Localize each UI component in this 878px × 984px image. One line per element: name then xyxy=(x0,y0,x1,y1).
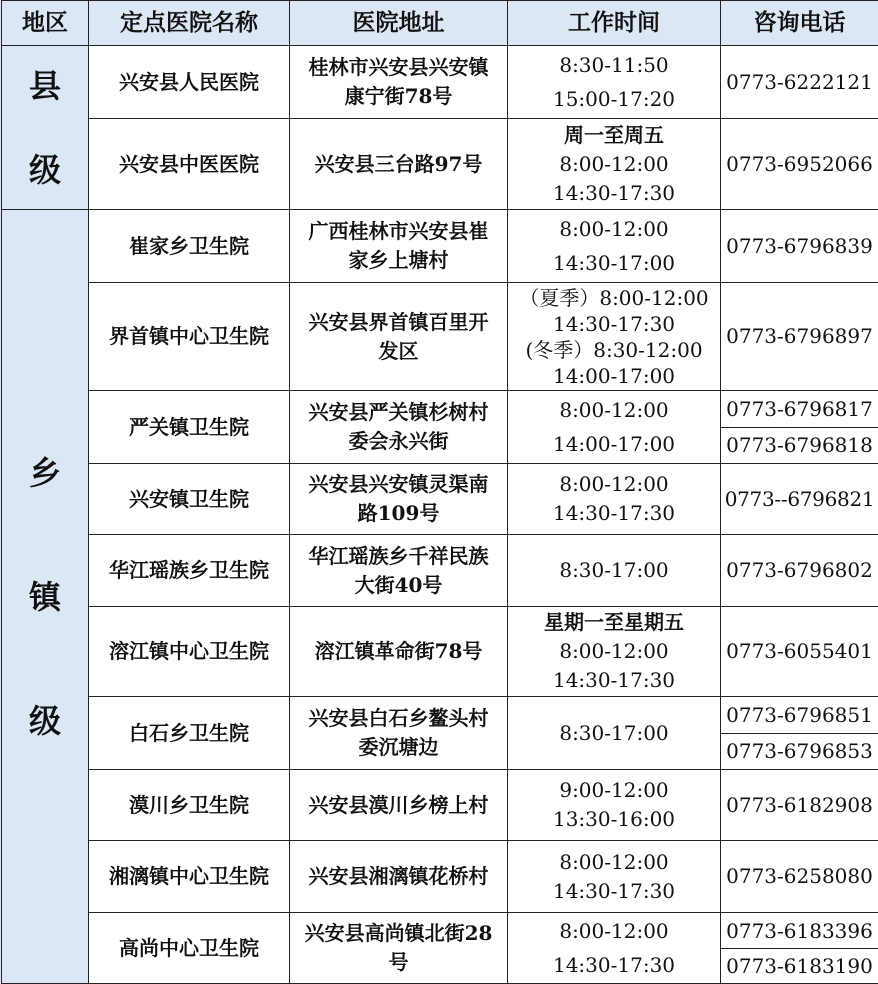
hospital-name: 界首镇中心卫生院 xyxy=(89,283,290,391)
table-row xyxy=(2,607,878,697)
hospital-address xyxy=(290,697,508,770)
hours-line: 8:30-17:00 xyxy=(512,556,716,585)
hospital-name: 高尚中心卫生院 xyxy=(89,913,290,984)
address-line: 号 xyxy=(294,948,503,977)
phone-number: 0773-6796817 xyxy=(721,392,878,427)
hours-line: 星期一至星期五 xyxy=(512,608,716,637)
phone-number: 0773-6183396 xyxy=(721,914,878,948)
header-working-hours: 工作时间 xyxy=(508,1,721,46)
address-line: 华江瑶族乡千祥民族 xyxy=(294,542,503,571)
address-line: 兴安县兴安镇灵渠南 xyxy=(294,470,503,499)
hospital-address xyxy=(290,391,508,464)
phone-number: 0773-6183190 xyxy=(721,948,878,983)
working-hours xyxy=(508,841,721,913)
phone-number: 0773-6055401 xyxy=(721,607,878,697)
working-hours xyxy=(508,46,721,119)
working-hours xyxy=(508,391,721,464)
address-line: 桂林市兴安县兴安镇 xyxy=(294,53,503,82)
hospital-address xyxy=(290,607,508,697)
hours-line: 8:00-12:00 xyxy=(512,914,716,948)
header-address: 医院地址 xyxy=(290,1,508,46)
hospital-name: 湘漓镇中心卫生院 xyxy=(89,841,290,913)
hours-line: 8:00-12:00 xyxy=(512,212,716,246)
address-line: 委会永兴街 xyxy=(294,427,503,456)
table-row xyxy=(2,913,878,984)
hospital-table xyxy=(1,0,878,984)
region-char: 乡 xyxy=(2,451,88,495)
hospital-address xyxy=(290,464,508,535)
hospital-name: 溶江镇中心卫生院 xyxy=(89,607,290,697)
address-line: 兴安县严关镇杉树村 xyxy=(294,398,503,427)
hours-line: 8:00-12:00 xyxy=(512,150,716,179)
hours-line: 14:00-17:00 xyxy=(512,427,716,461)
phone-number: 0773-6796839 xyxy=(721,210,878,283)
table-row xyxy=(2,535,878,607)
address-line: 兴安县漠川乡榜上村 xyxy=(294,791,503,820)
table-row xyxy=(2,841,878,913)
hospital-name: 漠川乡卫生院 xyxy=(89,770,290,841)
phone-numbers xyxy=(721,913,878,984)
hospital-address xyxy=(290,210,508,283)
hospital-address xyxy=(290,913,508,984)
phone-number: 0773--6796821 xyxy=(721,464,878,535)
phone-number: 0773-6182908 xyxy=(721,770,878,841)
hospital-name: 崔家乡卫生院 xyxy=(89,210,290,283)
address-line: 兴安县湘漓镇花桥村 xyxy=(294,862,503,891)
hospital-name: 华江瑶族乡卫生院 xyxy=(89,535,290,607)
hospital-address xyxy=(290,119,508,210)
hours-line: 8:00-12:00 xyxy=(512,637,716,666)
hours-line: 14:30-17:30 xyxy=(512,877,716,906)
working-hours xyxy=(508,464,721,535)
phone-number: 0773-6796853 xyxy=(721,733,878,769)
table-row xyxy=(2,46,878,119)
working-hours xyxy=(508,607,721,697)
hours-line: 9:00-12:00 xyxy=(512,776,716,805)
hospital-name: 兴安镇卫生院 xyxy=(89,464,290,535)
address-line: 兴安县三台路97号 xyxy=(294,150,503,179)
working-hours xyxy=(508,697,721,770)
hospital-name: 兴安县中医医院 xyxy=(89,119,290,210)
hours-line: 14:00-17:00 xyxy=(512,363,716,389)
address-line: 广西桂林市兴安县崔 xyxy=(294,217,503,246)
phone-number: 0773-6258080 xyxy=(721,841,878,913)
address-line: 兴安县白石乡鳌头村 xyxy=(294,704,503,733)
address-line: 委沉塘边 xyxy=(294,733,503,762)
address-line: 兴安县界首镇百里开 xyxy=(294,308,503,337)
working-hours xyxy=(508,770,721,841)
phone-number: 0773-6222121 xyxy=(721,46,878,119)
working-hours xyxy=(508,913,721,984)
working-hours xyxy=(508,283,721,391)
address-line: 溶江镇革命街78号 xyxy=(294,637,503,666)
hours-line: 8:30-11:50 xyxy=(512,48,716,82)
table-row xyxy=(2,697,878,770)
phone-numbers xyxy=(721,391,878,464)
phone-number: 0773-6796851 xyxy=(721,698,878,733)
region-county xyxy=(2,46,89,210)
hospital-address xyxy=(290,535,508,607)
hospital-name: 白石乡卫生院 xyxy=(89,697,290,770)
phone-number: 0773-6952066 xyxy=(721,119,878,210)
phone-number: 0773-6796802 xyxy=(721,535,878,607)
hours-line: 14:30-17:30 xyxy=(512,666,716,695)
table-row xyxy=(2,210,878,283)
region-township xyxy=(2,210,89,984)
hours-line: 8:00-12:00 xyxy=(512,848,716,877)
address-line: 发区 xyxy=(294,337,503,366)
table-row xyxy=(2,770,878,841)
address-line: 路109号 xyxy=(294,499,503,528)
hours-line: 14:30-17:30 xyxy=(512,499,716,528)
working-hours xyxy=(508,210,721,283)
header-row xyxy=(2,1,878,46)
working-hours xyxy=(508,535,721,607)
hours-line: 14:30-17:00 xyxy=(512,246,716,280)
header-region: 地区 xyxy=(2,1,89,46)
hours-line: 13:30-16:00 xyxy=(512,805,716,834)
header-phone: 咨询电话 xyxy=(721,1,878,46)
region-char: 镇 xyxy=(2,575,88,619)
address-line: 康宁街78号 xyxy=(294,82,503,111)
hospital-address xyxy=(290,770,508,841)
address-line: 家乡上塘村 xyxy=(294,246,503,275)
hours-line: 15:00-17:20 xyxy=(512,82,716,116)
address-line: 大街40号 xyxy=(294,571,503,600)
hours-line: （夏季）8:00-12:00 xyxy=(512,285,716,311)
hours-line: 14:30-17:30 xyxy=(512,311,716,337)
region-char: 级 xyxy=(2,148,88,192)
hours-line: 8:00-12:00 xyxy=(512,470,716,499)
phone-number: 0773-6796818 xyxy=(721,427,878,463)
hospital-address xyxy=(290,283,508,391)
hours-line: 14:30-17:30 xyxy=(512,948,716,982)
hospital-name: 兴安县人民医院 xyxy=(89,46,290,119)
hours-line: 14:30-17:30 xyxy=(512,179,716,208)
hours-line: 8:00-12:00 xyxy=(512,393,716,427)
phone-numbers xyxy=(721,697,878,770)
hospital-name: 严关镇卫生院 xyxy=(89,391,290,464)
working-hours xyxy=(508,119,721,210)
address-line: 兴安县高尚镇北街28 xyxy=(294,919,503,948)
phone-number: 0773-6796897 xyxy=(721,283,878,391)
table-row xyxy=(2,119,878,210)
table-row xyxy=(2,391,878,464)
table-row xyxy=(2,283,878,391)
hours-line: (冬季）8:30-12:00 xyxy=(512,337,716,363)
table-row xyxy=(2,464,878,535)
region-char: 县 xyxy=(2,64,88,108)
hours-line: 8:30-17:00 xyxy=(512,719,716,748)
hospital-address xyxy=(290,841,508,913)
hospital-address xyxy=(290,46,508,119)
region-char: 级 xyxy=(2,699,88,743)
hours-line: 周一至周五 xyxy=(512,121,716,150)
header-hospital-name: 定点医院名称 xyxy=(89,1,290,46)
